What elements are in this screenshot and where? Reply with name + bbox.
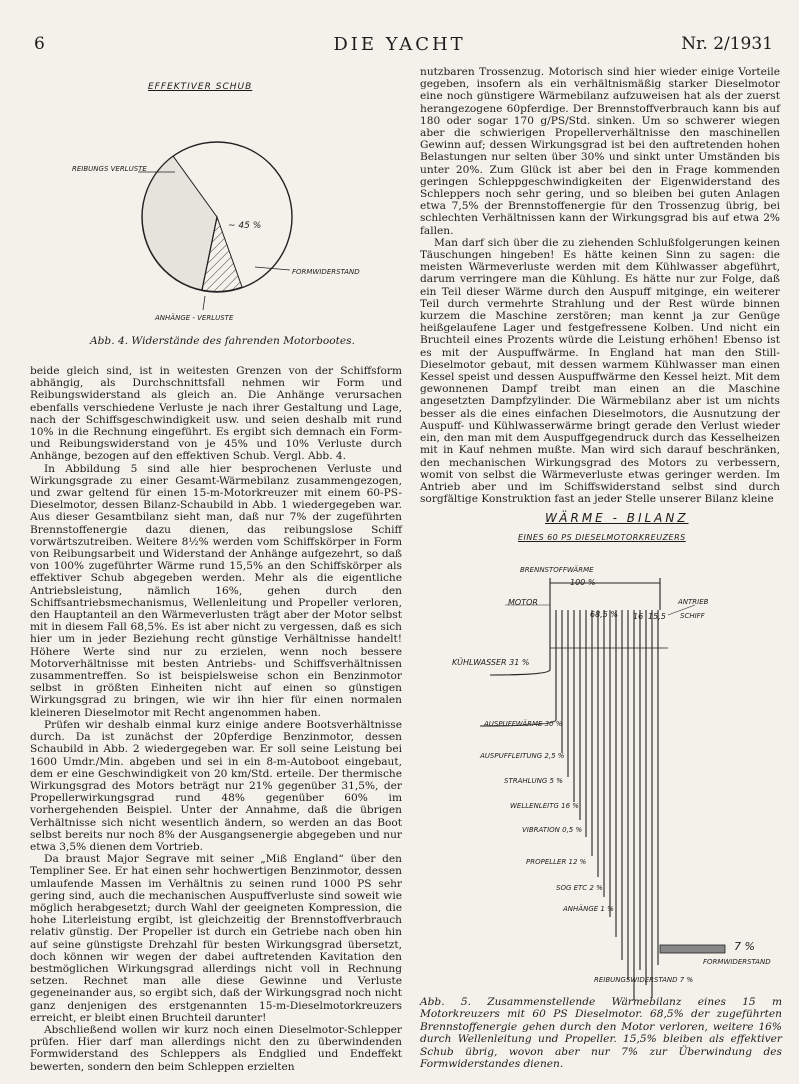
label-motor-percent: 68,5 %	[590, 610, 618, 619]
label-7-percent: 7 %	[734, 940, 755, 953]
label-reibungswiderstand: REIBUNGSWIDERSTAND 7 %	[594, 976, 694, 984]
paragraph: nutzbaren Trossenzug. Motorisch sind hier wieder einige Vorteile gegeben, insofern als ein verhältnismäßig starker Dieselmotor eine noch günstigere Wärmebilanz aufzuweisen hat als der zuerst herangezogene 60pferdige. Der Brennstoffverbrauch kann bis auf 180 oder sogar 170 g/PS/Std. sinken. Um so schwerer wiegen aber die schwierigen Propellerverhältnisse den maschinellen Gewinn auf; dessen Wirkungsgrad ist bei den auftretenden hohen Belastungen nur selten über 30% und sinkt unter Umständen bis unter 20%. Zum Glück ist aber bei den in Frage kommenden geringen Schleppgeschwindigkeiten der Eigenwiderstand des Schleppers noch sehr gering, und so bleiben bei guten Anlagen etwa 7,5% der Brennstoffenergie für den Trossenzug übrig, bei schlechten Verhältnissen kann der Wirkungsgrad bis auf etwa 2% fallen.	[420, 66, 780, 237]
label-brennstoffwaerme: BRENNSTOFFWÄRME	[520, 566, 594, 574]
form-bar	[660, 945, 725, 953]
figure-4-title: EFFEKTIVER SCHUB	[148, 82, 253, 92]
label-antrieb: ANTRIEB	[678, 598, 709, 606]
issue-number: Nr. 2/1931	[681, 34, 773, 54]
figure-5-title: WÄRME - BILANZ	[545, 511, 689, 525]
label-16: 16	[633, 612, 644, 621]
page-header	[0, 34, 799, 58]
label-propeller: PROPELLER 12 %	[526, 858, 587, 866]
figure-5-subtitle: EINES 60 PS DIESELMOTORKREUZERS	[518, 533, 686, 542]
heat-balance-diagram	[430, 540, 790, 1000]
figure-4-caption: Abb. 4. Widerstände des fahrenden Motorbootes.	[90, 335, 355, 347]
label-auspuffwaerme: AUSPUFFWÄRME 30 %	[484, 720, 563, 728]
label-schiff: SCHIFF	[680, 612, 705, 620]
paragraph: Man darf sich über die zu ziehenden Schlußfolgerungen keinen Täuschungen hingeben! Es hätte keinen Sinn zu sagen: die meisten Wärmeverluste werden mit dem Kühlwasser abgeführt, darum verringere man die Kühlung. Es hätte nur zur Folge, daß ein Teil dieser Wärme durch den Auspuff mitginge, ein weiterer Teil durch vermehrte Strahlung und der Rest würde binnen kurzem die Maschine zerstören; man kennt ja zur Genüge heißgelaufene Lager und festgefressene Kolben. Und nicht ein Bruchteil eines Prozents würde die Leistung erhöhen! Ebenso ist es mit der Auspuffwärme. In England hat man den Still-Dieselmotor gebaut, mit dessen warmem Kühlwasser man einen Kessel speist und dessen Auspuffwärme den Kessel heizt. Mit dem gewonnenen Dampf treibt man einen an die Maschine angesetzten Dampfzylinder. Die Wärmebilanz aber ist um nichts besser als die eines einfachen Dieselmotors, die Ausnutzung der Auspuff- und Kühlwasserwärme bringt gerade den Verlust wieder ein, den man mit dem Auspuffgegendruck durch das Kesselheizen mit in Kauf nehmen mußte. Man wird sich darauf beschränken, den mechanischen Wirkungsgrad des Motors zu verbessern, womit von selbst die Wärmeverluste etwas geringer werden. Im Antrieb aber und im Schiffswiderstand selbst sind durch sorgfältige Konstruktion fast an jeder Stelle unserer Bilanz kleine	[420, 236, 780, 506]
page-number: 6	[34, 34, 45, 54]
journal-title: DIE YACHT	[333, 34, 466, 55]
figure-5-caption: Abb. 5. Zusammenstellende Wärmebilanz eines 15 m Motorkreuzers mit 60 PS Dieselmotor. 68,5% der zugeführten Brennstoffenergie gehen durch den Motor verloren, weitere 16% durch Wellenleitung und Propeller. 15,5% bleiben als effektiver Schub übrig, wovon aber nur 7% zur Überwindung des Formwiderstandes dienen.	[420, 996, 782, 1071]
pie-diagram	[40, 100, 420, 340]
label-reibungsverluste: REIBUNGS VERLUSTE	[72, 165, 147, 173]
paragraph: Da braust Major Segrave mit seiner „Miß England“ über den Templiner See. Er hat einen sehr hochwertigen Benzinmotor, dessen umlaufende Massen im Verhältnis zu seinen rund 1000 PS sehr gering sind, auch die mechanischen Auspuffverluste sind soweit wie möglich herabgesetzt; durch Wahl der geeigneten Kompression, die hohe Literleistung ergibt, ist gleichzeitig der Brennstoffverbrauch relativ günstig. Der Propeller ist durch ein Getriebe nach oben hin auf seine günstigste Drehzahl für besten Wirkungsgrad übersetzt, doch können wir wegen der dabei auftretenden Kavitation den bestmöglichen Wirkungsgrad allerdings nicht voll in Rechnung setzen. Rechnet man alle diese Gewinne und Verluste gegeneinander aus, so ergibt sich, daß der Wirkungsgrad noch nicht ganz denjenigen des erstgenannten 15-m-Dieselmotorkreuzers erreicht, er bleibt einen Bruchteil darunter!	[30, 853, 402, 1024]
label-wellenleitung: WELLENLEITG 16 %	[510, 802, 579, 810]
label-kuehlwasser: KÜHLWASSER 31 %	[452, 658, 530, 667]
paragraph: Prüfen wir deshalb einmal kurz einige andere Bootsverhältnisse durch. Da ist zunächst der 20pferdige Benzinmotor, dessen Schaubild in Abb. 2 wiedergegeben war. Er soll seine Leistung bei 1600 Umdr./Min. abgeben und sei in ein 8-m-Autoboot eingebaut, dem er eine Geschwindigkeit von 20 km/Std. erteile. Der thermische Wirkungsgrad des Motors beträgt nur 21% gegenüber 31,5%, der Propellerwirkungsgrad rund 48% gegenüber 60% im vorhergehenden Beispiel. Unter der Annahme, daß die übrigen Verhältnisse sich nicht wesentlich ändern, so werden an das Boot selbst bereits nur noch 8% der Ausgangsenergie abgegeben und nur etwa 3,5% dienen dem Vortrieb.	[30, 718, 402, 853]
label-formwiderstand: FORMWIDERSTAND	[292, 268, 360, 276]
paragraph: beide gleich sind, ist in weitesten Grenzen von der Schiffsform abhängig, als Durchschnittsfall nehmen wir Form und Reibungswiderstand als gleich an. Die Anhänge verursachen ebenfalls verschiedene Verluste je nach ihrer Gestaltung und Lage, nach der Schiffsgeschwindigkeit usw. und seien deshalb mit rund 10% in die Rechnung eingeführt. Es ergibt sich demnach ein Form- und Reibungswiderstand von je 45% und 10% Verluste durch Anhänge, bezogen auf den effektiven Schub. Vergl. Abb. 4.	[30, 365, 402, 463]
label-100-percent: 100 %	[570, 578, 596, 587]
label-strahlung: STRAHLUNG 5 %	[504, 777, 563, 785]
label-vibration: VIBRATION 0,5 %	[522, 826, 583, 834]
label-motor: MOTOR	[508, 598, 538, 607]
left-column	[30, 365, 402, 1073]
right-column	[420, 66, 780, 505]
label-anhaenge: ANHÄNGE 1 %	[563, 905, 614, 913]
label-formwiderstand-5: FORMWIDERSTAND	[703, 958, 771, 966]
label-45-percent: ~ 45 %	[228, 221, 262, 231]
paragraph: In Abbildung 5 sind alle hier besprochenen Verluste und Wirkungsgrade zu einer Gesamt-Wärmebilanz zusammengezogen, und zwar geltend für einen 15-m-Motorkreuzer mit einem 60-PS-Dieselmotor, dessen Bilanz-Schaubild in Abb. 1 wiedergegeben war. Aus dieser Gesamtbilanz sieht man, daß nur 7% der zugeführten Brennstoffenergie dazu dienen, das reibungslose Schiff vorwärtszutreiben. Weitere 8½% werden vom Schiffskörper in Form von Reibungsarbeit und Widerstand der Anhänge aufgezehrt, so daß von 100% zugeführter Wärme rund 15,5% an den Schiffskörper als effektiver Schub abgegeben werden. Mehr als die eigentliche Antriebsleistung, nämlich 16%, gehen durch den Schiffsantriebsmechanismus, Wellenleitung und Propeller verloren, den Hauptanteil an den Wärmeverlusten trägt aber der Motor selbst mit in diesem Fall 68,5%. Es ist aber nicht zu vergessen, daß es sich hier um in jeder Beziehung recht günstige Verhältnisse handelt! Höhere Werte sind nur zu erzielen, wenn noch bessere Motorverhältnisse mit besten Antriebs- und Schiffsverhältnissen zusammentreffen. So ist beispielsweise schon ein Benzinmotor selbst in größten Einheiten nicht auf einen so günstigen Wirkungsgrad zu bringen, wie wir ihn hier für einen normalen kleineren Dieselmotor mit Recht angenommen haben.	[30, 462, 402, 719]
label-anhaenge-verluste: ANHÄNGE - VERLUSTE	[155, 314, 234, 322]
label-15-5: 15,5	[648, 612, 666, 621]
paragraph: Abschließend wollen wir kurz noch einen Dieselmotor-Schlepper prüfen. Hier darf man allerdings nicht den zu überwindenden Formwiderstand des Schleppers als Endglied und Endeffekt bewerten, sondern den beim Schleppen erzielten	[30, 1023, 402, 1073]
label-sog: SOG ETC 2 %	[556, 884, 603, 892]
label-auspuffleitung: AUSPUFFLEITUNG 2,5 %	[480, 752, 565, 760]
